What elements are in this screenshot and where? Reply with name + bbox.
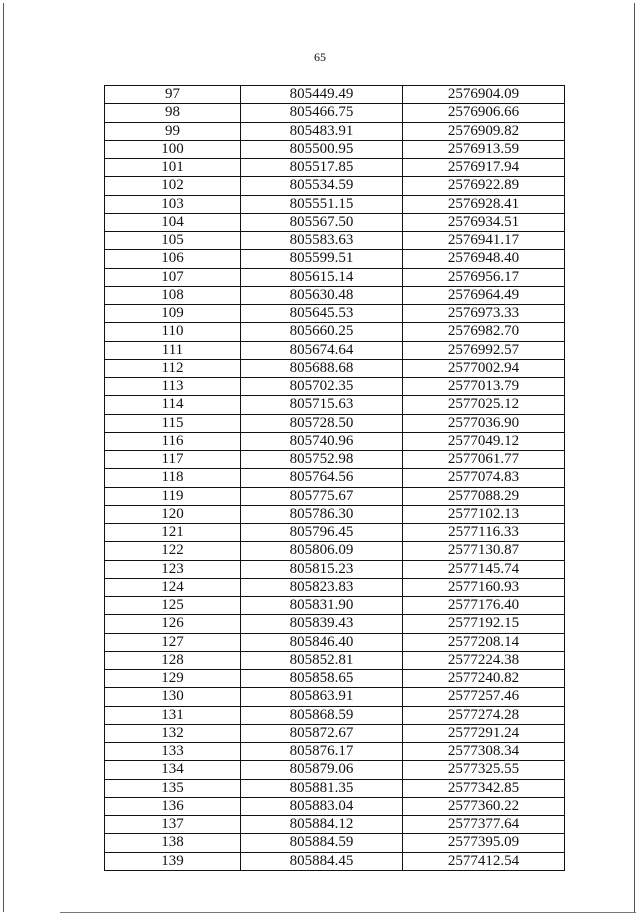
y-coordinate-cell: 2577088.29 [403,487,565,505]
y-coordinate-cell: 2576941.17 [403,232,565,250]
y-coordinate-cell: 2577049.12 [403,432,565,450]
table-row [105,487,565,505]
x-coordinate-cell: 805466.75 [241,104,403,122]
y-coordinate-cell: 2577274.28 [403,706,565,724]
table-row [105,779,565,797]
x-coordinate-cell: 805583.63 [241,232,403,250]
point-number-cell: 125 [105,597,241,615]
x-coordinate-cell: 805872.67 [241,724,403,742]
y-coordinate-cell: 2576934.51 [403,213,565,231]
point-number-cell: 136 [105,797,241,815]
table-row [105,250,565,268]
point-number-cell: 102 [105,177,241,195]
point-number-cell: 123 [105,560,241,578]
x-coordinate-cell: 805796.45 [241,524,403,542]
point-number-cell: 110 [105,323,241,341]
x-coordinate-cell: 805449.49 [241,86,403,104]
table-row [105,560,565,578]
y-coordinate-cell: 2576906.66 [403,104,565,122]
point-number-cell: 133 [105,743,241,761]
point-number-cell: 128 [105,651,241,669]
x-coordinate-cell: 805879.06 [241,761,403,779]
y-coordinate-cell: 2576917.94 [403,159,565,177]
x-coordinate-cell: 805881.35 [241,779,403,797]
x-coordinate-cell: 805815.23 [241,560,403,578]
table-row [105,578,565,596]
point-number-cell: 131 [105,706,241,724]
point-number-cell: 130 [105,688,241,706]
coordinates-table-body [105,86,565,871]
point-number-cell: 107 [105,268,241,286]
table-row [105,797,565,815]
point-number-cell: 120 [105,505,241,523]
point-number-cell: 103 [105,195,241,213]
table-row [105,341,565,359]
point-number-cell: 104 [105,213,241,231]
y-coordinate-cell: 2577176.40 [403,597,565,615]
x-coordinate-cell: 805884.45 [241,852,403,870]
y-coordinate-cell: 2577377.64 [403,816,565,834]
point-number-cell: 109 [105,305,241,323]
table-row [105,140,565,158]
table-row [105,524,565,542]
x-coordinate-cell: 805500.95 [241,140,403,158]
page-bottom-rule [60,912,636,913]
table-row [105,396,565,414]
x-coordinate-cell: 805852.81 [241,651,403,669]
point-number-cell: 138 [105,834,241,852]
table-row [105,104,565,122]
point-number-cell: 108 [105,286,241,304]
x-coordinate-cell: 805645.53 [241,305,403,323]
x-coordinate-cell: 805728.50 [241,414,403,432]
point-number-cell: 112 [105,359,241,377]
x-coordinate-cell: 805674.64 [241,341,403,359]
y-coordinate-cell: 2577074.83 [403,469,565,487]
table-row [105,213,565,231]
y-coordinate-cell: 2576973.33 [403,305,565,323]
point-number-cell: 97 [105,86,241,104]
x-coordinate-cell: 805775.67 [241,487,403,505]
point-number-cell: 114 [105,396,241,414]
table-row [105,323,565,341]
point-number-cell: 122 [105,542,241,560]
table-row [105,414,565,432]
point-number-cell: 106 [105,250,241,268]
x-coordinate-cell: 805599.51 [241,250,403,268]
y-coordinate-cell: 2577240.82 [403,670,565,688]
y-coordinate-cell: 2576956.17 [403,268,565,286]
y-coordinate-cell: 2576964.49 [403,286,565,304]
point-number-cell: 129 [105,670,241,688]
x-coordinate-cell: 805688.68 [241,359,403,377]
table-row [105,177,565,195]
x-coordinate-cell: 805630.48 [241,286,403,304]
y-coordinate-cell: 2576913.59 [403,140,565,158]
x-coordinate-cell: 805863.91 [241,688,403,706]
y-coordinate-cell: 2577395.09 [403,834,565,852]
table-row [105,633,565,651]
y-coordinate-cell: 2577342.85 [403,779,565,797]
point-number-cell: 127 [105,633,241,651]
y-coordinate-cell: 2577061.77 [403,451,565,469]
y-coordinate-cell: 2576948.40 [403,250,565,268]
table-row [105,597,565,615]
table-row [105,268,565,286]
y-coordinate-cell: 2577160.93 [403,578,565,596]
table-row [105,542,565,560]
table-row [105,451,565,469]
y-coordinate-cell: 2577192.15 [403,615,565,633]
y-coordinate-cell: 2577308.34 [403,743,565,761]
x-coordinate-cell: 805884.59 [241,834,403,852]
point-number-cell: 126 [105,615,241,633]
y-coordinate-cell: 2577116.33 [403,524,565,542]
table-row [105,651,565,669]
y-coordinate-cell: 2577412.54 [403,852,565,870]
y-coordinate-cell: 2577257.46 [403,688,565,706]
point-number-cell: 137 [105,816,241,834]
y-coordinate-cell: 2577208.14 [403,633,565,651]
x-coordinate-cell: 805551.15 [241,195,403,213]
table-row [105,670,565,688]
y-coordinate-cell: 2577224.38 [403,651,565,669]
table-row [105,688,565,706]
y-coordinate-cell: 2577145.74 [403,560,565,578]
point-number-cell: 113 [105,378,241,396]
x-coordinate-cell: 805868.59 [241,706,403,724]
x-coordinate-cell: 805846.40 [241,633,403,651]
x-coordinate-cell: 805806.09 [241,542,403,560]
y-coordinate-cell: 2576928.41 [403,195,565,213]
page-number: 65 [314,50,326,64]
x-coordinate-cell: 805883.04 [241,797,403,815]
x-coordinate-cell: 805884.12 [241,816,403,834]
x-coordinate-cell: 805858.65 [241,670,403,688]
y-coordinate-cell: 2577036.90 [403,414,565,432]
table-row [105,505,565,523]
table-row [105,86,565,104]
point-number-cell: 121 [105,524,241,542]
x-coordinate-cell: 805615.14 [241,268,403,286]
y-coordinate-cell: 2576992.57 [403,341,565,359]
y-coordinate-cell: 2577130.87 [403,542,565,560]
y-coordinate-cell: 2576909.82 [403,122,565,140]
x-coordinate-cell: 805823.83 [241,578,403,596]
point-number-cell: 99 [105,122,241,140]
table-row [105,286,565,304]
x-coordinate-cell: 805831.90 [241,597,403,615]
y-coordinate-cell: 2577102.13 [403,505,565,523]
y-coordinate-cell: 2576922.89 [403,177,565,195]
table-row [105,816,565,834]
x-coordinate-cell: 805534.59 [241,177,403,195]
y-coordinate-cell: 2576982.70 [403,323,565,341]
table-row [105,159,565,177]
table-row [105,359,565,377]
x-coordinate-cell: 805764.56 [241,469,403,487]
y-coordinate-cell: 2577002.94 [403,359,565,377]
y-coordinate-cell: 2577025.12 [403,396,565,414]
point-number-cell: 132 [105,724,241,742]
y-coordinate-cell: 2576904.09 [403,86,565,104]
x-coordinate-cell: 805740.96 [241,432,403,450]
x-coordinate-cell: 805715.63 [241,396,403,414]
coordinates-table [104,85,565,871]
y-coordinate-cell: 2577325.55 [403,761,565,779]
table-row [105,834,565,852]
table-row [105,378,565,396]
x-coordinate-cell: 805567.50 [241,213,403,231]
point-number-cell: 135 [105,779,241,797]
table-row [105,305,565,323]
table-row [105,706,565,724]
table-row [105,195,565,213]
point-number-cell: 139 [105,852,241,870]
point-number-cell: 118 [105,469,241,487]
point-number-cell: 116 [105,432,241,450]
table-row [105,615,565,633]
point-number-cell: 111 [105,341,241,359]
x-coordinate-cell: 805660.25 [241,323,403,341]
point-number-cell: 100 [105,140,241,158]
x-coordinate-cell: 805876.17 [241,743,403,761]
point-number-cell: 98 [105,104,241,122]
table-row [105,432,565,450]
table-row [105,724,565,742]
point-number-cell: 134 [105,761,241,779]
table-row [105,469,565,487]
y-coordinate-cell: 2577291.24 [403,724,565,742]
y-coordinate-cell: 2577013.79 [403,378,565,396]
table-row [105,122,565,140]
point-number-cell: 105 [105,232,241,250]
x-coordinate-cell: 805517.85 [241,159,403,177]
x-coordinate-cell: 805786.30 [241,505,403,523]
y-coordinate-cell: 2577360.22 [403,797,565,815]
point-number-cell: 101 [105,159,241,177]
point-number-cell: 124 [105,578,241,596]
table-row [105,852,565,870]
x-coordinate-cell: 805839.43 [241,615,403,633]
point-number-cell: 115 [105,414,241,432]
x-coordinate-cell: 805702.35 [241,378,403,396]
table-row [105,743,565,761]
point-number-cell: 117 [105,451,241,469]
x-coordinate-cell: 805752.98 [241,451,403,469]
table-row [105,761,565,779]
table-row [105,232,565,250]
point-number-cell: 119 [105,487,241,505]
x-coordinate-cell: 805483.91 [241,122,403,140]
